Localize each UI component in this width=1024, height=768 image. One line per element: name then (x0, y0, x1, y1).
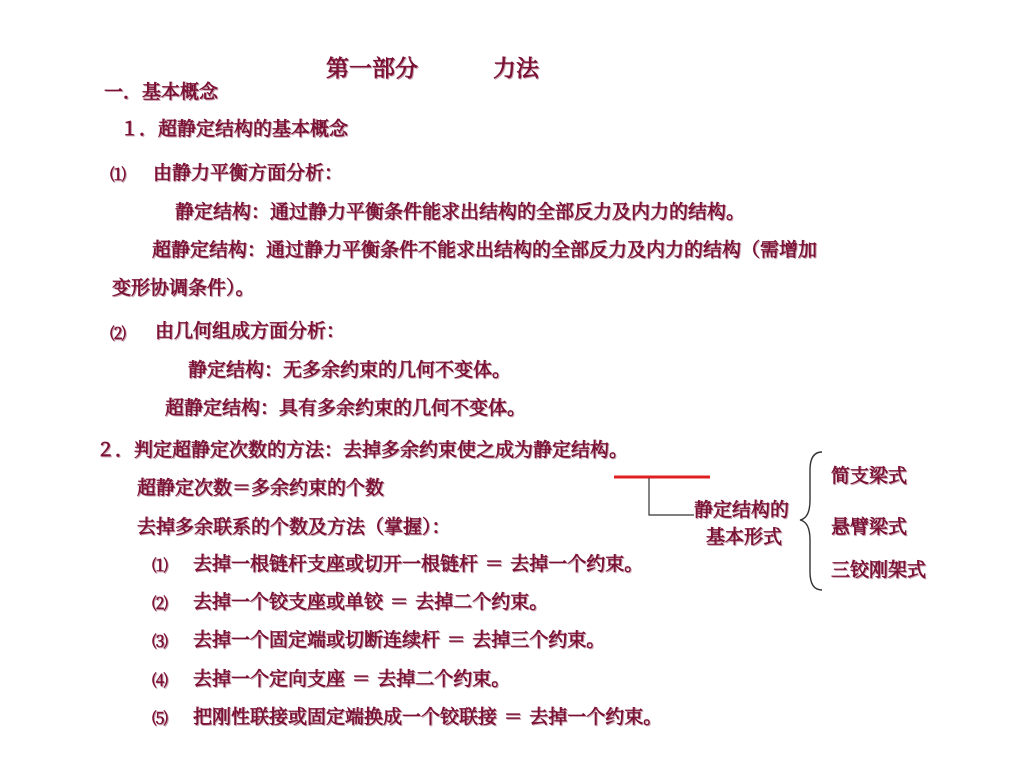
title-topic: 力法 (493, 56, 539, 82)
rule-text: 去掉一个固定端或切断连续杆 ＝ 去掉三个约束。 (193, 629, 606, 651)
rule-text: 去掉一根链杆支座或切开一根链杆 ＝ 去掉一个约束。 (193, 553, 644, 575)
rule-number: ⑷ (152, 671, 169, 690)
rule-text: 去掉一个铰支座或单铰 ＝ 去掉二个约束。 (193, 591, 549, 613)
static-def-geometry: 静定结构：无多余约束的几何不变体。 (188, 359, 512, 381)
sub2-number: ⑵ (110, 324, 127, 343)
rule-number: ⑴ (152, 556, 169, 575)
rule-text: 去掉一个定向支座 ＝ 去掉二个约束。 (193, 668, 511, 690)
static-def-equilibrium: 静定结构：通过静力平衡条件能求出结构的全部反力及内力的结构。 (175, 201, 746, 223)
rule-number: ⑵ (152, 594, 169, 613)
rule-number: ⑸ (152, 709, 169, 728)
remove-methods-title: 去掉多余联系的个数及方法（掌握）： (137, 516, 451, 538)
rule-text: 把刚性联接或固定端换成一个铰联接 ＝ 去掉一个约束。 (193, 706, 663, 728)
sub1-number: ⑴ (110, 165, 127, 184)
section-heading: 一．基本概念 (104, 81, 219, 103)
sub2-label: 由几何组成方面分析： (155, 320, 346, 342)
hyper-def-equilibrium-line1: 超静定结构：通过静力平衡条件不能求出结构的全部反力及内力的结构（需增加 (152, 239, 818, 261)
degree-definition: 超静定次数＝多余约束的个数 (137, 477, 385, 499)
diagram-label-line1: 静定结构的 (694, 499, 790, 521)
item2-heading: ２．判定超静定次数的方法：去掉多余约束使之成为静定结构。 (96, 439, 629, 461)
rule-number: ⑶ (152, 632, 169, 651)
connector-line (649, 478, 694, 515)
item1-heading: １．超静定结构的基本概念 (120, 118, 349, 140)
form-item: 悬臂梁式 (831, 516, 908, 538)
sub1-label: 由静力平衡方面分析： (153, 162, 344, 184)
hyper-def-geometry: 超静定结构：具有多余约束的几何不变体。 (165, 397, 527, 419)
curly-brace (800, 452, 822, 590)
title-part: 第一部分 (326, 56, 418, 82)
diagram-label-line2: 基本形式 (706, 526, 783, 548)
form-item: 简支梁式 (831, 465, 908, 487)
form-item: 三铰刚架式 (831, 559, 927, 581)
hyper-def-equilibrium-line2: 变形协调条件）。 (112, 277, 255, 299)
